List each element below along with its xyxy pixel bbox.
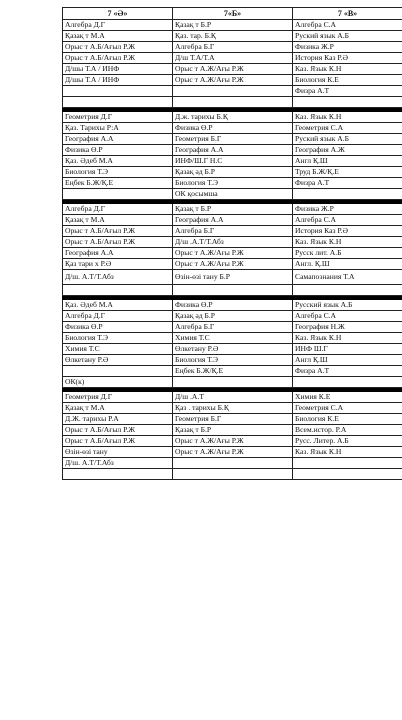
lesson-cell: Физра А.Т — [293, 178, 402, 189]
lesson-cell: Геометрия Д.Г — [63, 112, 173, 123]
lesson-cell: Орыс т А.Ж/Ағы Р.Ж — [173, 259, 293, 270]
lesson-cell — [173, 285, 293, 296]
lesson-cell: Геометрия Б.Г — [173, 134, 293, 145]
lesson-row — [63, 64, 402, 75]
lesson-row — [63, 414, 402, 425]
lesson-cell: Биология Т.Э — [173, 178, 293, 189]
lesson-cell: Қазақ т Б.Р — [173, 204, 293, 215]
lesson-cell: География А.А — [63, 248, 173, 259]
lesson-cell: ОК(к) — [63, 377, 173, 388]
lesson-cell: Орыс т А.Б/Ағыл Р.Ж — [63, 425, 173, 436]
lesson-cell: Қазақ әд Б.Р — [173, 311, 293, 322]
lesson-row — [63, 31, 402, 42]
lesson-cell: Каз. Язык К.Н — [293, 333, 402, 344]
lesson-cell: ИНФ/Ш.Г Н.С — [173, 156, 293, 167]
schedule-body — [63, 20, 402, 480]
schedule-table — [62, 7, 402, 480]
lesson-cell: Қазақ әд Б.Р — [173, 167, 293, 178]
lesson-cell: Қаз . тарихы Б.Қ — [173, 403, 293, 414]
lesson-cell — [293, 285, 402, 296]
lesson-row — [63, 75, 402, 86]
lesson-row — [63, 355, 402, 366]
lesson-cell: Еңбек Б.Ж/Қ.Е — [173, 366, 293, 377]
lesson-cell: Қазақ т М.А — [63, 215, 173, 226]
lesson-row — [63, 425, 402, 436]
lesson-cell: Орыс т А.Б/Ағыл Р.Ж — [63, 53, 173, 64]
lesson-row — [63, 226, 402, 237]
lesson-cell: География Н.Ж — [293, 322, 402, 333]
lesson-row — [63, 436, 402, 447]
lesson-cell — [173, 377, 293, 388]
lesson-cell: Қазақ т Б.Р — [173, 20, 293, 31]
lesson-cell: Өлкетану Р.Ә — [173, 344, 293, 355]
lesson-cell: ИНФ Ш.Г — [293, 344, 402, 355]
lesson-cell: История Каз Р.Ә — [293, 226, 402, 237]
lesson-cell: Физика Ө.Р — [63, 145, 173, 156]
lesson-cell: Физика Ө.Р — [63, 322, 173, 333]
lesson-cell: Қаз. Әдеб М.А — [63, 300, 173, 311]
lesson-row — [63, 123, 402, 134]
lesson-cell — [63, 86, 173, 97]
lesson-cell: Д/шы Т.А / ИНФ — [63, 75, 173, 86]
lesson-cell: Алгебра Д.Г — [63, 311, 173, 322]
lesson-row — [63, 300, 402, 311]
lesson-row — [63, 156, 402, 167]
lesson-row — [63, 134, 402, 145]
lesson-row — [63, 285, 402, 296]
lesson-cell: Алгебра С.А — [293, 215, 402, 226]
lesson-cell: Орыс т А.Б/Ағыл Р.Ж — [63, 436, 173, 447]
lesson-cell — [63, 285, 173, 296]
lesson-row — [63, 53, 402, 64]
lesson-row — [63, 145, 402, 156]
class-header: 7«Б» — [173, 8, 293, 20]
lesson-cell: Алгебра Б.Г — [173, 42, 293, 53]
lesson-cell: Русск лит. А.Б — [293, 248, 402, 259]
lesson-cell: Биология Т.Э — [63, 167, 173, 178]
lesson-cell: Өзін-өзі тану — [63, 447, 173, 458]
lesson-cell: Орыс т А.Б/Ағыл Р.Ж — [63, 226, 173, 237]
lesson-cell: Биология Т.Э — [63, 333, 173, 344]
lesson-cell: Қаз. тар. Б.Қ — [173, 31, 293, 42]
lesson-cell: Биология Т.Э — [173, 355, 293, 366]
lesson-row — [63, 458, 402, 469]
lesson-cell: Еңбек Б.Ж/Қ.Е — [63, 178, 173, 189]
lesson-cell: Англ Қ.Ш — [293, 355, 402, 366]
lesson-row — [63, 333, 402, 344]
lesson-row — [63, 112, 402, 123]
lesson-cell: Алгебра С.А — [293, 311, 402, 322]
lesson-cell: Русский язык А.Б — [293, 300, 402, 311]
lesson-cell: Қазақ т М.А — [63, 403, 173, 414]
lesson-cell: Қаз тари х Р.Ә — [63, 259, 173, 270]
lesson-cell: Д/ш Т.А/Т.А — [173, 53, 293, 64]
lesson-cell: Физра А.Т — [293, 366, 402, 377]
lesson-row — [63, 403, 402, 414]
lesson-cell: Химия К.Е — [293, 392, 402, 403]
lesson-cell — [63, 189, 173, 200]
lesson-cell: Орыс т А.Б/Ағыл Р.Ж — [63, 42, 173, 53]
lesson-cell — [173, 458, 293, 469]
lesson-cell: Орыс т А.Ж/Ағы Р.Ж — [173, 447, 293, 458]
lesson-cell: Алгебра Б.Г — [173, 322, 293, 333]
lesson-cell — [63, 469, 173, 480]
lesson-cell: Руский язык А.Б — [293, 134, 402, 145]
lesson-cell: Физика Ө.Р — [173, 300, 293, 311]
lesson-row — [63, 377, 402, 388]
lesson-cell: Физика Ж.Р — [293, 42, 402, 53]
lesson-cell — [293, 458, 402, 469]
lesson-row — [63, 311, 402, 322]
lesson-row — [63, 167, 402, 178]
lesson-row — [63, 178, 402, 189]
lesson-row — [63, 392, 402, 403]
lesson-cell: Геометрия С.А — [293, 123, 402, 134]
lesson-cell: Орыс т А.Б/Ағыл Р.Ж — [63, 237, 173, 248]
lesson-cell: Геометрия Б.Г — [173, 414, 293, 425]
lesson-cell: Д/ш. А.Т/Т.Абз — [63, 270, 173, 285]
lesson-row — [63, 20, 402, 31]
lesson-cell: Каз. Язык К.Н — [293, 237, 402, 248]
lesson-cell: История Каз Р.Ә — [293, 53, 402, 64]
lesson-cell — [173, 469, 293, 480]
lesson-cell: Өзін-өзі тану Б.Р — [173, 270, 293, 285]
class-header: 7 «Ә» — [63, 8, 173, 20]
lesson-cell: Химия Т.С — [173, 333, 293, 344]
lesson-cell: Д/ш. А.Т/Т.Абз — [63, 458, 173, 469]
lesson-row — [63, 248, 402, 259]
lesson-cell: Қазақ т М.А — [63, 31, 173, 42]
lesson-cell: География А.А — [173, 215, 293, 226]
class-header-row — [63, 8, 402, 20]
lesson-row — [63, 97, 402, 108]
lesson-cell: Д/шы Т.А / ИНФ — [63, 64, 173, 75]
lesson-cell: География А.А — [63, 134, 173, 145]
lesson-cell: Химия Т.С — [63, 344, 173, 355]
lesson-cell: Орыс т А.Ж/Ағы Р.Ж — [173, 436, 293, 447]
lesson-cell — [293, 97, 402, 108]
lesson-cell: Қазақ т Б.Р — [173, 425, 293, 436]
lesson-cell — [63, 97, 173, 108]
lesson-cell: География А.А — [173, 145, 293, 156]
lesson-row — [63, 270, 402, 285]
lesson-cell: Д.Ж. тарихы Р.А — [63, 414, 173, 425]
lesson-cell: Геометрия С.А — [293, 403, 402, 414]
lesson-cell: Алгебра Д.Г — [63, 204, 173, 215]
lesson-cell: Д/ш .А.Т/Т.Абз — [173, 237, 293, 248]
lesson-cell: Физика Ө.Р — [173, 123, 293, 134]
lesson-cell — [173, 86, 293, 97]
lesson-cell: Физра А.Т — [293, 86, 402, 97]
lesson-cell: Биология К.Е — [293, 414, 402, 425]
lesson-cell: Алгебра С.А — [293, 20, 402, 31]
lesson-cell: ОК қосымша — [173, 189, 293, 200]
lesson-cell — [293, 377, 402, 388]
lesson-cell: Қаз. Әдеб М.А — [63, 156, 173, 167]
lesson-cell: Орыс т А.Ж/Ағы Р.Ж — [173, 248, 293, 259]
lesson-cell — [63, 366, 173, 377]
lesson-row — [63, 237, 402, 248]
lesson-cell: Алгебра Б.Г — [173, 226, 293, 237]
lesson-cell: Физика Ж.Р — [293, 204, 402, 215]
lesson-row — [63, 447, 402, 458]
lesson-cell: Орыс т А.Ж/Ағы Р.Ж — [173, 75, 293, 86]
lesson-row — [63, 322, 402, 333]
lesson-cell: Каз. Язык К.Н — [293, 447, 402, 458]
lesson-cell — [293, 189, 402, 200]
lesson-cell: Д.ж. тарихы Б.Қ — [173, 112, 293, 123]
lesson-cell: Геометрия Д.Г — [63, 392, 173, 403]
lesson-row — [63, 42, 402, 53]
lesson-row — [63, 344, 402, 355]
lesson-cell: Англ. Қ.Ш — [293, 259, 402, 270]
lesson-cell — [173, 97, 293, 108]
lesson-cell: Самапознания Т.А — [293, 270, 402, 285]
lesson-cell — [293, 469, 402, 480]
lesson-cell: Қаз. Тарихы Р:А — [63, 123, 173, 134]
lesson-cell: Англ Қ.Ш — [293, 156, 402, 167]
lesson-cell: Труд Б.Ж/Қ.Е — [293, 167, 402, 178]
lesson-cell: Русс. Литер. А.Б — [293, 436, 402, 447]
lesson-row — [63, 86, 402, 97]
lesson-cell: Биология К.Е — [293, 75, 402, 86]
lesson-cell: Каз. Язык К.Н — [293, 64, 402, 75]
lesson-cell: Алгебра Д.Г — [63, 20, 173, 31]
lesson-cell: Руский язык А.Б — [293, 31, 402, 42]
class-header: 7 «В» — [293, 8, 402, 20]
lesson-row — [63, 469, 402, 480]
lesson-cell: Каз. Язык К.Н — [293, 112, 402, 123]
lesson-cell: География А.Ж — [293, 145, 402, 156]
lesson-cell: Всем.истор. Р.А — [293, 425, 402, 436]
lesson-cell: Д/ш .А.Т — [173, 392, 293, 403]
lesson-row — [63, 189, 402, 200]
lesson-cell: Өлкетану Р.Ә — [63, 355, 173, 366]
schedule-page — [62, 7, 402, 480]
lesson-row — [63, 215, 402, 226]
lesson-row — [63, 204, 402, 215]
lesson-row — [63, 366, 402, 377]
lesson-row — [63, 259, 402, 270]
lesson-cell: Орыс т А.Ж/Ағы Р.Ж — [173, 64, 293, 75]
